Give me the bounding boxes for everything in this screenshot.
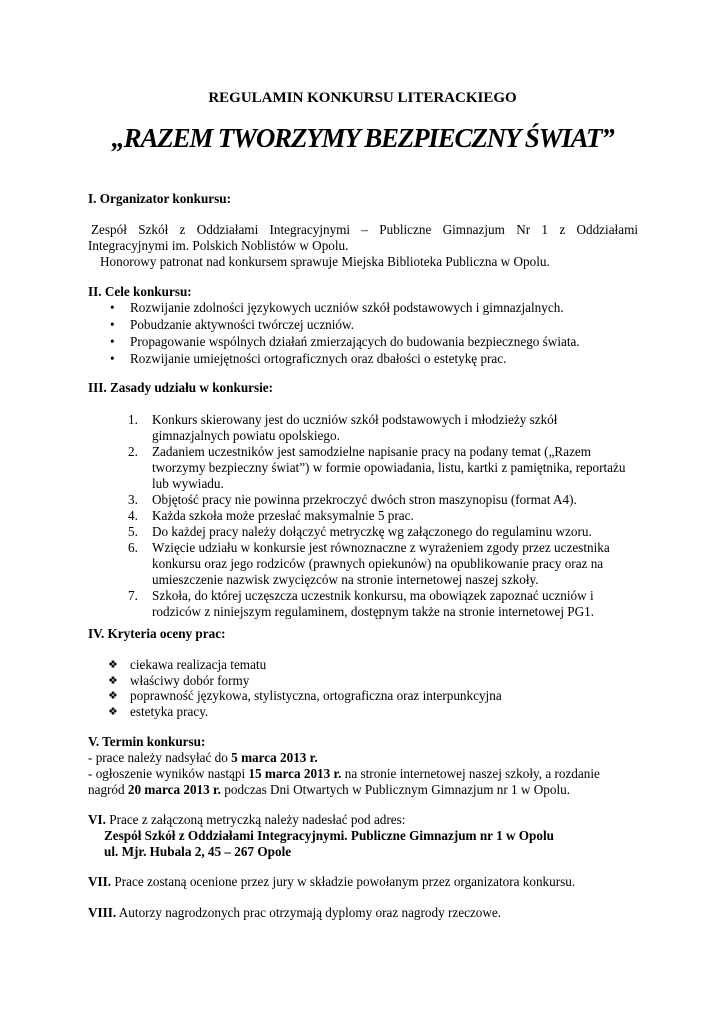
- goals-list: [88, 300, 580, 368]
- address-line-2: ul. Mjr. Hubala 2, 45 – 267 Opole: [104, 844, 292, 859]
- section-rules-heading: III. Zasady udziału w konkursie:: [88, 380, 274, 395]
- goal-item: • Rozwijanie zdolności językowych uczniów szkół podstawowych i gimnazjalnych.: [110, 300, 564, 315]
- awards-line: nagród 20 marca 2013 r. podczas Dni Otwartych w Publicznym Gimnazjum nr 1 w Opolu.: [88, 782, 571, 797]
- section-jury-label: VII.: [88, 874, 112, 889]
- bullet-icon: •: [110, 300, 115, 315]
- goal-item: • Rozwijanie umiejętności ortograficznych oraz dbałości o estetykę prac.: [110, 351, 507, 366]
- goal-item: • Propagowanie wspólnych działań zmierzających do budowania bezpiecznego świata.: [110, 334, 580, 349]
- section-address-label: VI.: [88, 812, 106, 827]
- rule-item: 7. Szkoła, do której uczęszcza uczestnik konkursu, ma obowiązek zapoznać uczniów i rodziców z niniejszym regulaminem, dostępnym także na stronie internetowej PG1.: [128, 588, 595, 619]
- diamond-bullet-icon: ❖: [108, 689, 118, 702]
- criterion-item: ❖ estetyka pracy.: [108, 703, 209, 719]
- document-subtitle: „RAZEM TWORZYMY BEZPIECZNY ŚWIAT”: [111, 123, 614, 153]
- section-prizes-label: VIII.: [88, 905, 117, 920]
- diamond-bullet-icon: ❖: [108, 658, 118, 671]
- bullet-icon: •: [110, 317, 115, 332]
- patronage-line: Honorowy patronat nad konkursem sprawuje Miejska Biblioteka Publiczna w Opolu.: [100, 254, 550, 269]
- rule-item: 2. Zadaniem uczestników jest samodzielne napisanie pracy na podany temat („Razem tworzymy bezpieczny świat”) w formie opowiadania, listu, kartki z pamiętnika, reportażu lub wywiadu.: [128, 444, 626, 491]
- rule-item: 6. Wzięcie udziału w konkursie jest równoznaczne z wyrażeniem zgody przez uczestnika konkursu oraz jego rodziców (prawnych opiekunów) na opublikowanie pracy oraz na umieszczenie nazwisk zwycięzców na stronie internetowej naszej szkoły.: [128, 540, 610, 587]
- section-goals-heading: II. Cele konkursu:: [88, 284, 192, 299]
- deadline-line: - prace należy nadsyłać do 5 marca 2013 r.: [88, 750, 318, 765]
- section-jury: VII. Prace zostaną ocenione przez jury w składzie powołanym przez organizatora konkursu.: [88, 874, 576, 889]
- section-organizer-heading: I. Organizator konkursu:: [88, 191, 232, 206]
- section-dates-heading: V. Termin konkursu:: [88, 734, 206, 749]
- section-prizes: VIII. Autorzy nagrodzonych prac otrzymają dyplomy oraz nagrody rzeczowe.: [88, 905, 502, 920]
- bullet-icon: •: [110, 334, 115, 349]
- address-line-1: Zespół Szkół z Oddziałami Integracyjnymi. Publiczne Gimnazjum nr 1 w Opolu: [104, 828, 554, 843]
- criterion-item: ❖ ciekawa realizacja tematu: [108, 657, 267, 672]
- criterion-item: ❖ właściwy dobór formy: [108, 672, 250, 688]
- criterion-item: ❖ poprawność językowa, stylistyczna, ortograficzna oraz interpunkcyjna: [108, 688, 502, 703]
- section-address: VI. Prace z załączoną metryczką należy nadesłać pod adres:: [88, 812, 406, 827]
- results-date: 15 marca 2013 r.: [248, 766, 342, 781]
- organizer-line-2: Integracyjnymi im. Polskich Noblistów w Opolu.: [88, 238, 349, 253]
- rule-item: 5. Do każdej pracy należy dołączyć metryczkę wg załączonego do regulaminu wzoru.: [128, 524, 592, 539]
- bullet-icon: •: [110, 351, 115, 366]
- deadline-date: 5 marca 2013 r.: [231, 750, 318, 765]
- document-title: REGULAMIN KONKURSU LITERACKIEGO: [208, 90, 517, 106]
- rule-item: 3. Objętość pracy nie powinna przekroczyć dwóch stron maszynopisu (format A4).: [128, 492, 577, 507]
- rules-list: [128, 412, 628, 620]
- awards-date: 20 marca 2013 r.: [127, 782, 221, 797]
- diamond-bullet-icon: ❖: [108, 704, 118, 718]
- section-criteria-heading: IV. Kryteria oceny prac:: [88, 626, 226, 641]
- results-line: - ogłoszenie wyników nastąpi 15 marca 2013 r. na stronie internetowej naszej szkoły, a rozdanie: [88, 766, 600, 781]
- criteria-list: [108, 657, 502, 719]
- diamond-bullet-icon: ❖: [108, 673, 118, 687]
- rule-item: 1. Konkurs skierowany jest do uczniów szkół podstawowych i młodzieży szkół gimnazjalnych powiatu opolskiego.: [128, 412, 558, 443]
- goal-item: • Pobudzanie aktywności twórczej uczniów.: [110, 317, 354, 332]
- organizer-line-1: Zespół Szkół z Oddziałami Integracyjnymi – Publiczne Gimnazjum Nr 1 z Oddziałami: [91, 222, 638, 237]
- rule-item: 4. Każda szkoła może przesłać maksymalnie 5 prac.: [128, 508, 414, 523]
